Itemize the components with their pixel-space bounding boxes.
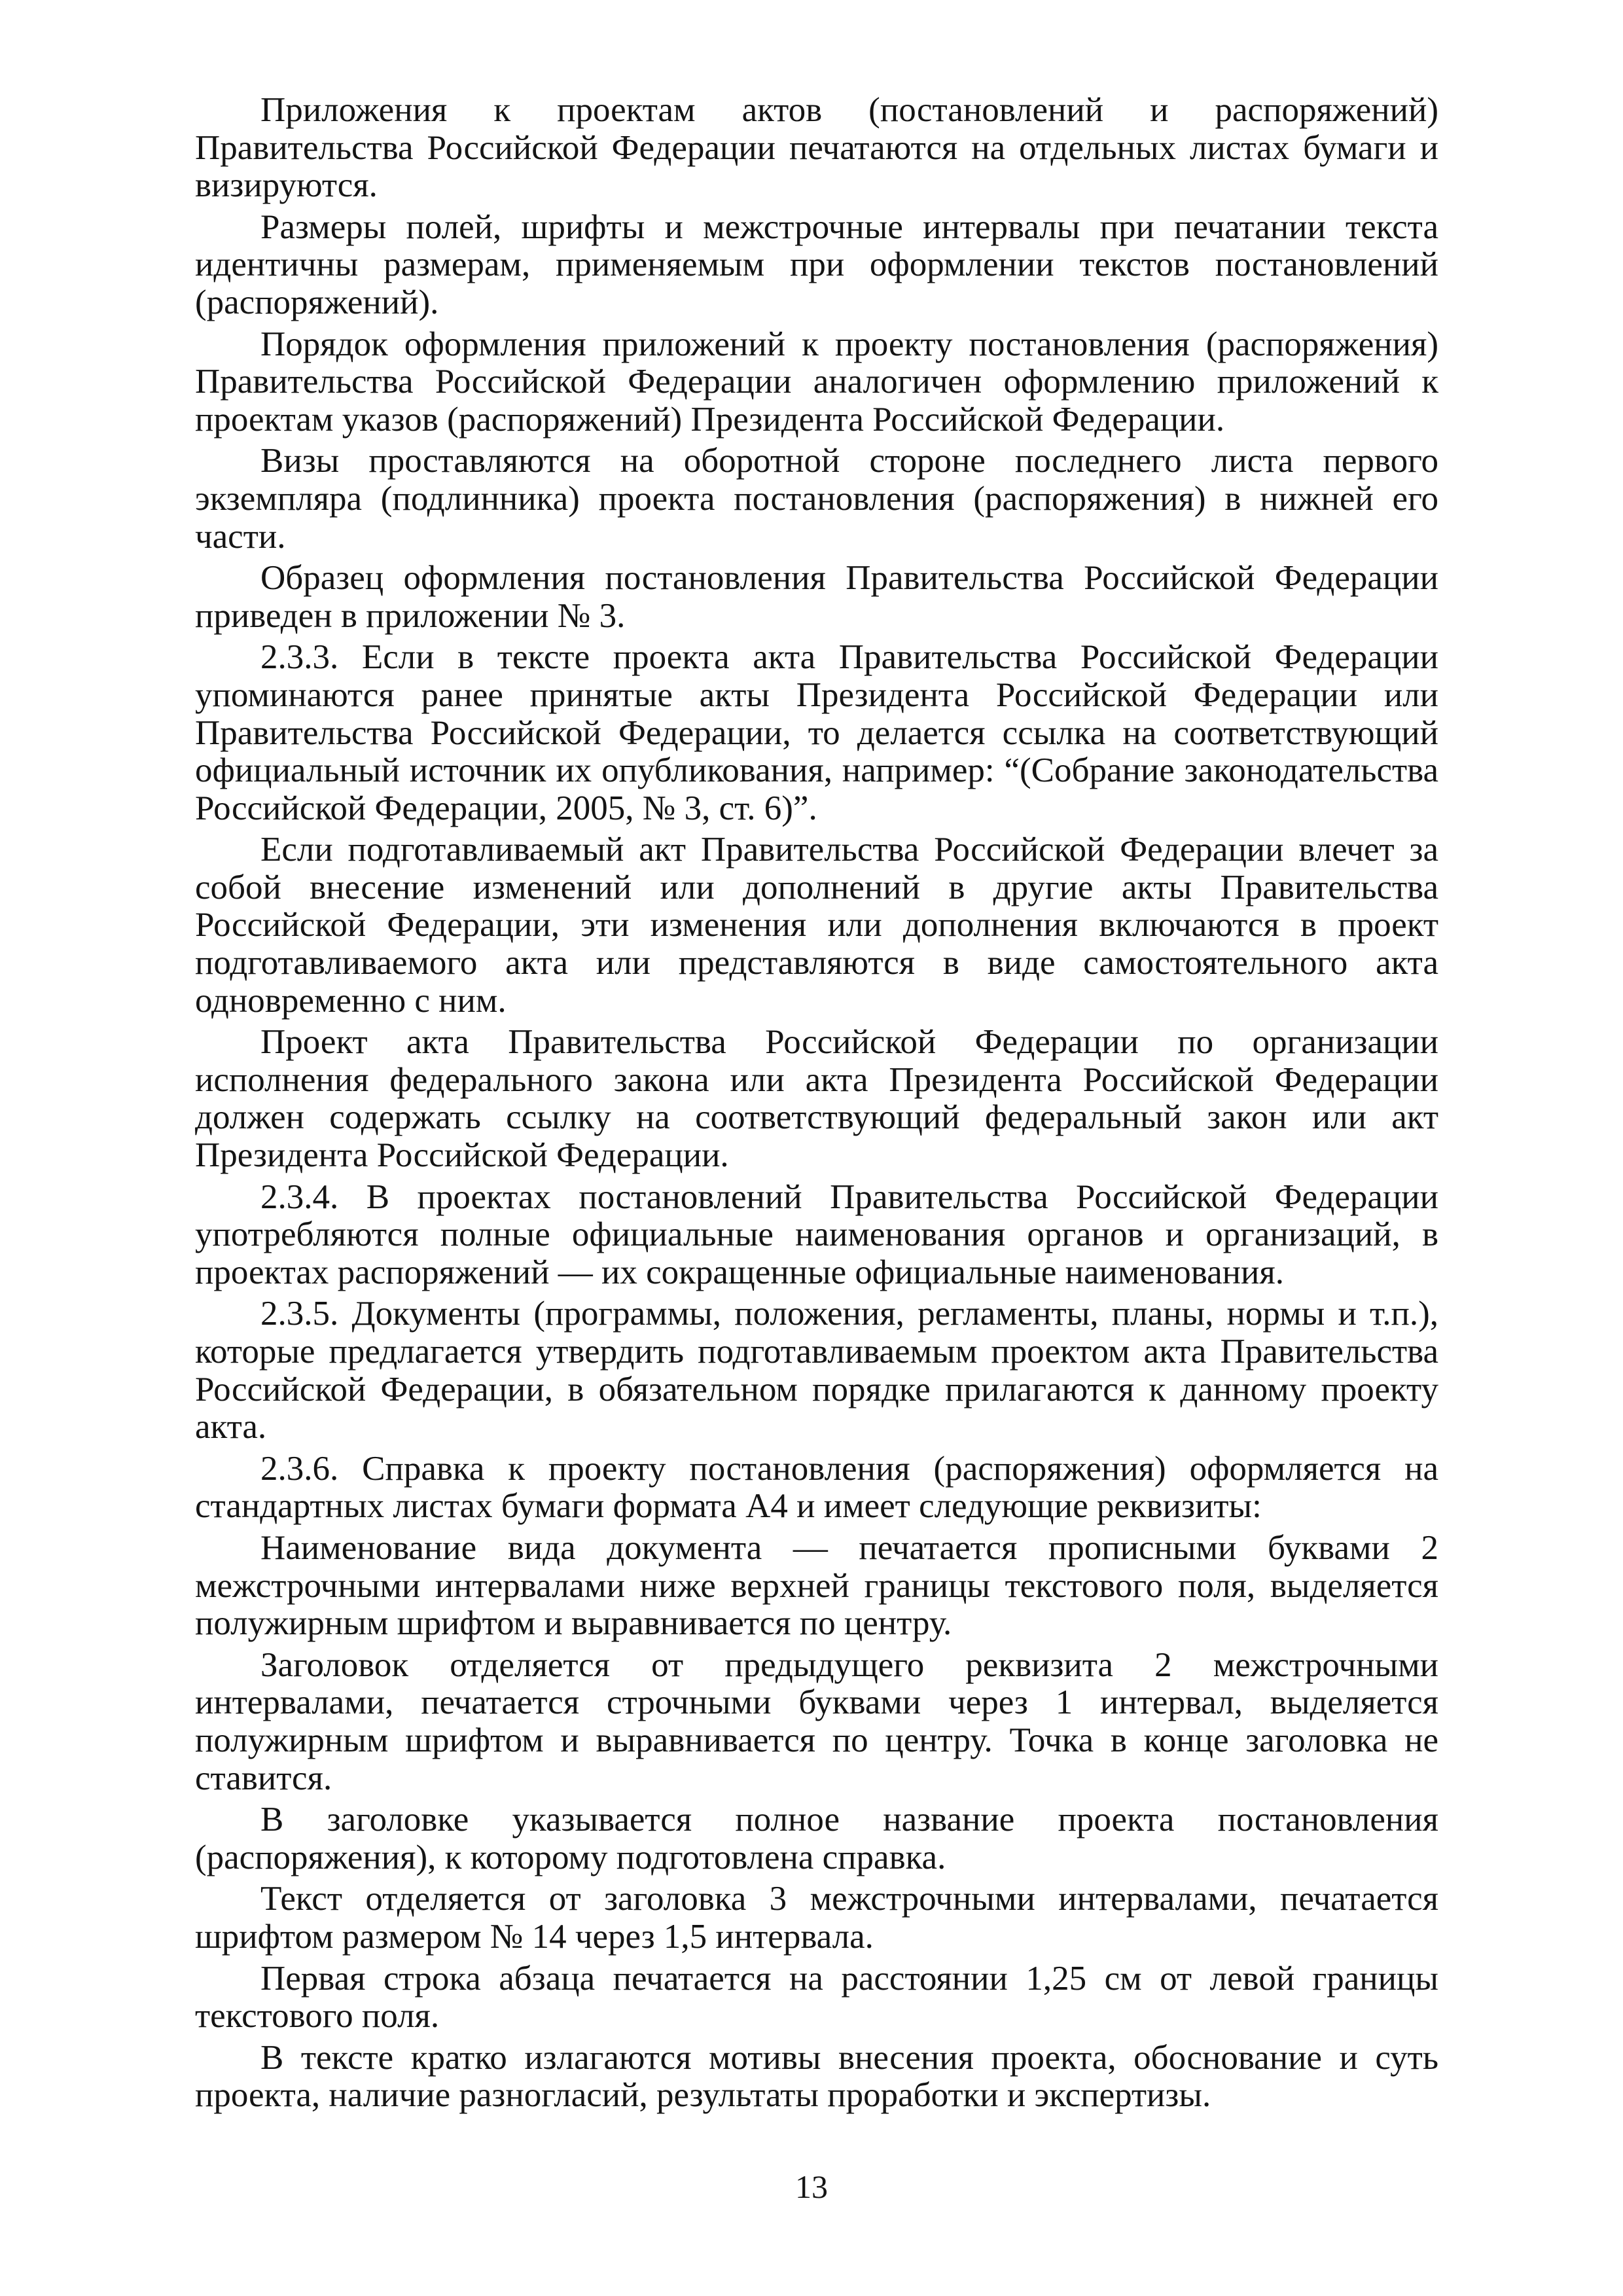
paragraph-text-spacing: Текст отделяется от заголовка 3 межстрочными интервалами, печатается шрифтом размером № 14 через 1,5 интервала. <box>195 1880 1438 1956</box>
paragraph-2-3-5: 2.3.5. Документы (программы, положения, регламенты, планы, нормы и т.п.), которые предлагается утвердить подготавливаемым проектом акта Правительства Российской Федерации, в обязательном порядке прилагаются к данному проекту акта. <box>195 1295 1438 1446</box>
paragraph-document-type: Наименование вида документа — печатается прописными буквами 2 межстрочными интервалами ниже верхней границы текстового поля, выделяется полужирным шрифтом и выравнивается по центру. <box>195 1528 1438 1643</box>
paragraph-sample: Образец оформления постановления Правительства Российской Федерации приведен в приложении № 3. <box>195 559 1438 635</box>
paragraph-attachment-order: Порядок оформления приложений к проекту постановления (распоряжения) Правительства Российской Федерации аналогичен оформлению приложений к проектам указов (распоряжений) Президента Российской Федерации. <box>195 325 1438 439</box>
paragraph-heading: Заголовок отделяется от предыдущего реквизита 2 межстрочными интервалами, печатается строчными буквами через 1 интервал, выделяется полужирным шрифтом и выравнивается по центру. Точка в конце заголовка не ставится. <box>195 1645 1438 1797</box>
body-text <box>195 92 1438 2119</box>
paragraph-2-3-6: 2.3.6. Справка к проекту постановления (распоряжения) оформляется на стандартных листах бумаги формата А4 и имеет следующие реквизиты: <box>195 1449 1438 1526</box>
paragraph-heading-title: В заголовке указывается полное название проекта постановления (распоряжения), к которому подготовлена справка. <box>195 1801 1438 1876</box>
paragraph-summary: В тексте кратко излагаются мотивы внесения проекта, обоснование и суть проекта, наличие разногласий, результаты проработки и экспертизы. <box>195 2038 1438 2115</box>
paragraph-2-3-3: 2.3.3. Если в тексте проекта акта Правительства Российской Федерации упоминаются ранее принятые акты Президента Российской Федерации или Правительства Российской Федерации, то делается ссылка на соответствующий официальный источник их опубликования, например: “(Собрание законодательства Российской Федерации, 2005, № 3, ст. 6)”. <box>195 638 1438 827</box>
paragraph-visas: Визы проставляются на оборотной стороне последнего листа первого экземпляра (подлинника) проекта постановления (распоряжения) в нижней его части. <box>195 442 1438 556</box>
page-number: 13 <box>795 2168 828 2205</box>
paragraph-attachments: Приложения к проектам актов (постановлений и распоряжений) Правительства Российской Федерации печатаются на отдельных листах бумаги и визируются. <box>195 91 1438 205</box>
paragraph-margins: Размеры полей, шрифты и межстрочные интервалы при печатании текста идентичны размерам, применяемым при оформлении текстов постановлений (распоряжений). <box>195 207 1438 321</box>
paragraph-federal-law-reference: Проект акта Правительства Российской Федерации по организации исполнения федерального закона или акта Президента Российской Федерации должен содержать ссылку на соответствующий федеральный закон или акт Президента Российской Федерации. <box>195 1023 1438 1175</box>
paragraph-amendments: Если подготавливаемый акт Правительства Российской Федерации влечет за собой внесение изменений или дополнений в другие акты Правительства Российской Федерации, эти изменения или дополнения включаются в проект подготавливаемого акта или представляются в виде самостоятельного акта одновременно с ним. <box>195 831 1438 1020</box>
paragraph-first-line: Первая строка абзаца печатается на расстоянии 1,25 см от левой границы текстового поля. <box>195 1959 1438 2036</box>
paragraph-2-3-4: 2.3.4. В проектах постановлений Правительства Российской Федерации употребляются полные официальные наименования органов и организаций, в проектах распоряжений — их сокращенные официальные наименования. <box>195 1177 1438 1291</box>
